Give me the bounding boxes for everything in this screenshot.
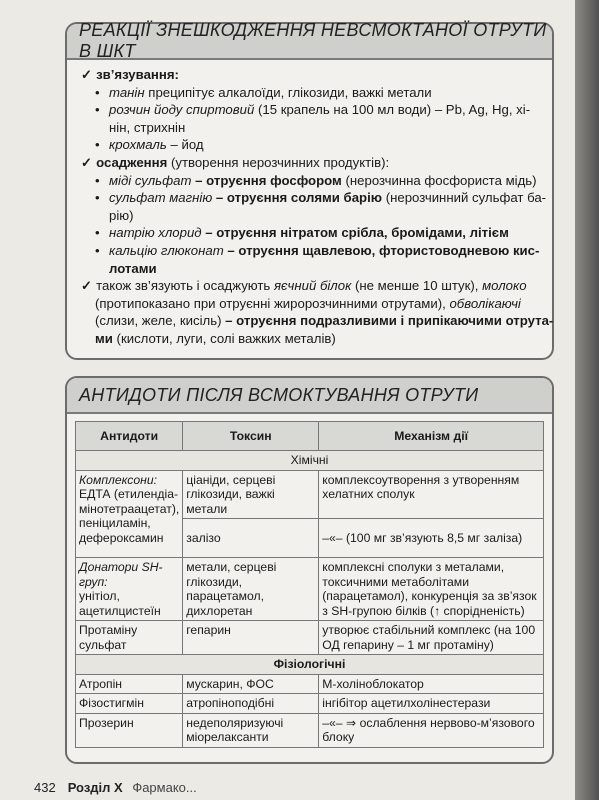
term-sodium: натрію хлорид: [109, 225, 202, 241]
cell-toxin: атропіноподібні: [183, 694, 319, 714]
cell-mechanism: –«– (100 мг зв’язують 8,5 мг заліза): [319, 519, 544, 558]
text: – отруєння нітратом срібла, бромідами, літієм: [205, 225, 509, 241]
section-physiological: Фізіологічні: [76, 655, 544, 675]
table-row: [76, 470, 544, 519]
text: Комплексони:: [79, 472, 158, 487]
checkmark-icon: ✓: [81, 154, 93, 170]
page-edge-shadow: [575, 0, 599, 800]
text: (нерозчинний сульфат ба-: [385, 190, 547, 206]
col-header-mechanism: Механізм дії: [319, 422, 544, 451]
text: (слизи, желе, кисіль): [95, 313, 222, 329]
text: – Pb, Ag, Hg, хі-: [434, 102, 531, 118]
section-row: [76, 451, 544, 471]
term-enveloping: обволікаючі: [449, 295, 521, 311]
text: (нерозчинна фосфориста мідь): [345, 172, 537, 188]
panel-gi-detox: [65, 22, 554, 360]
panel-body: [67, 60, 552, 348]
binding-heading: зв’язування:: [96, 67, 179, 82]
text: (15 крапель на 100 мл води): [257, 102, 432, 118]
term-egg-white: яєчний білок: [273, 278, 352, 294]
text: – отруєння солями барію: [215, 190, 383, 206]
cell-antidote: Фізостигмін: [76, 694, 183, 714]
panel-title: РЕАКЦІЇ ЗНЕШКОДЖЕННЯ НЕВСМОКТАНОЇ ОТРУТИ В ШКТ: [67, 24, 552, 60]
cell-toxin: гепарин: [183, 621, 319, 655]
panel-title: АНТИДОТИ ПІСЛЯ ВСМОКТУВАННЯ ОТРУТИ: [67, 378, 552, 414]
text: рію): [109, 207, 134, 223]
precip-heading: осадження: [96, 154, 168, 170]
table-wrap: [67, 414, 552, 748]
bullet-icon: •: [95, 190, 100, 206]
text: – отруєння фосфором: [195, 172, 342, 188]
text: (утворення нерозчинних продуктів):: [170, 154, 390, 170]
cell-sh-donors: [76, 558, 183, 621]
bullet-icon: •: [95, 242, 100, 258]
text: (кислоти, луги, солі важких металів): [116, 330, 336, 346]
term-tannin: танін: [109, 84, 145, 100]
cell-antidote: Протаміну сульфат: [76, 621, 183, 655]
section-title: Фармако...: [132, 780, 197, 795]
text: Донатори SH-груп:: [79, 560, 163, 589]
cell-antidote: Атропін: [76, 674, 183, 694]
section-chemical: Хімічні: [76, 451, 544, 471]
cell-mechanism: комплексоутворення з утворенням хелатних сполук: [319, 470, 544, 519]
cell-complexones: [76, 470, 183, 558]
text: також зв’язують і осаджують: [96, 278, 271, 294]
text: лотами: [109, 260, 157, 276]
cell-toxin: залізо: [183, 519, 319, 558]
term-copper: міді сульфат: [109, 172, 192, 188]
table-header-row: [76, 422, 544, 451]
cell-mechanism: інгібітор ацетилхолінестерази: [319, 694, 544, 714]
text: преципітує алкалоїди, глікозиди, важкі метали: [148, 84, 432, 100]
checkmark-icon: ✓: [81, 67, 93, 82]
col-header-toxin: Токсин: [183, 422, 319, 451]
bullet-icon: •: [95, 102, 100, 118]
text: (протипоказано при отруєнні жиророзчинними отрутами),: [95, 295, 446, 311]
cell-mechanism: –«– ⇒ ослаблення нервово-м’язового блоку: [319, 713, 544, 747]
antidotes-table: [75, 421, 544, 748]
text: нін, стрихнін: [109, 119, 186, 135]
table-row: [76, 674, 544, 694]
cell-toxin: недеполяризуючі міорелаксанти: [183, 713, 319, 747]
cell-toxin: ціаніди, серцеві глікозиди, важкі метали: [183, 470, 319, 519]
col-header-antidotes: Антидоти: [76, 422, 183, 451]
text: – йод: [170, 137, 204, 153]
cell-mechanism: комплексні сполуки з металами, токсичними метаболітами (парацетамол), конкуренція за зв’язок з SH-групою білків (↑ спорідненість): [319, 558, 544, 621]
text: ЕДТА (етилендіа-мінотетраацетат), пеніциламін, дефероксамин: [79, 487, 180, 545]
term-milk: молоко: [482, 278, 527, 294]
section-row: [76, 655, 544, 675]
cell-mechanism: М-холіноблокатор: [319, 674, 544, 694]
panel-antidotes: [65, 376, 554, 764]
cell-toxin: мускарин, ФОС: [183, 674, 319, 694]
text: – отруєння подразливими і припікаючими отрута-: [225, 313, 554, 329]
cell-toxin: метали, серцеві глікозиди, парацетамол, дихлоретан: [183, 558, 319, 621]
checkmark-icon: ✓: [81, 278, 93, 294]
table-row: [76, 694, 544, 714]
bullet-icon: •: [95, 137, 100, 153]
table-row: [76, 713, 544, 747]
bullet-icon: •: [95, 172, 100, 188]
text: унітіол, ацетилцистеїн: [79, 589, 161, 618]
page-number: 432: [34, 780, 56, 795]
cell-antidote: Прозерин: [76, 713, 183, 747]
term-iodine: розчин йоду спиртовий: [109, 102, 255, 118]
term-calcium: кальцію глюконат: [109, 242, 224, 258]
bullet-icon: •: [95, 225, 100, 241]
table-row: [76, 558, 544, 621]
term-magnesium: сульфат магнію: [109, 190, 213, 206]
cell-mechanism: утворює стабільний комплекс (на 100 ОД гепарину – 1 мг протаміну): [319, 621, 544, 655]
text: (не менше 10 штук),: [354, 278, 479, 294]
table-row: [76, 621, 544, 655]
text: – отруєння щавлевою, фтористоводневою кис-: [227, 242, 540, 258]
bullet-icon: •: [95, 84, 100, 100]
page-footer: [34, 780, 197, 795]
text: ми: [95, 330, 113, 346]
term-starch: крохмаль: [109, 137, 167, 153]
section-label: Розділ X: [67, 780, 123, 795]
